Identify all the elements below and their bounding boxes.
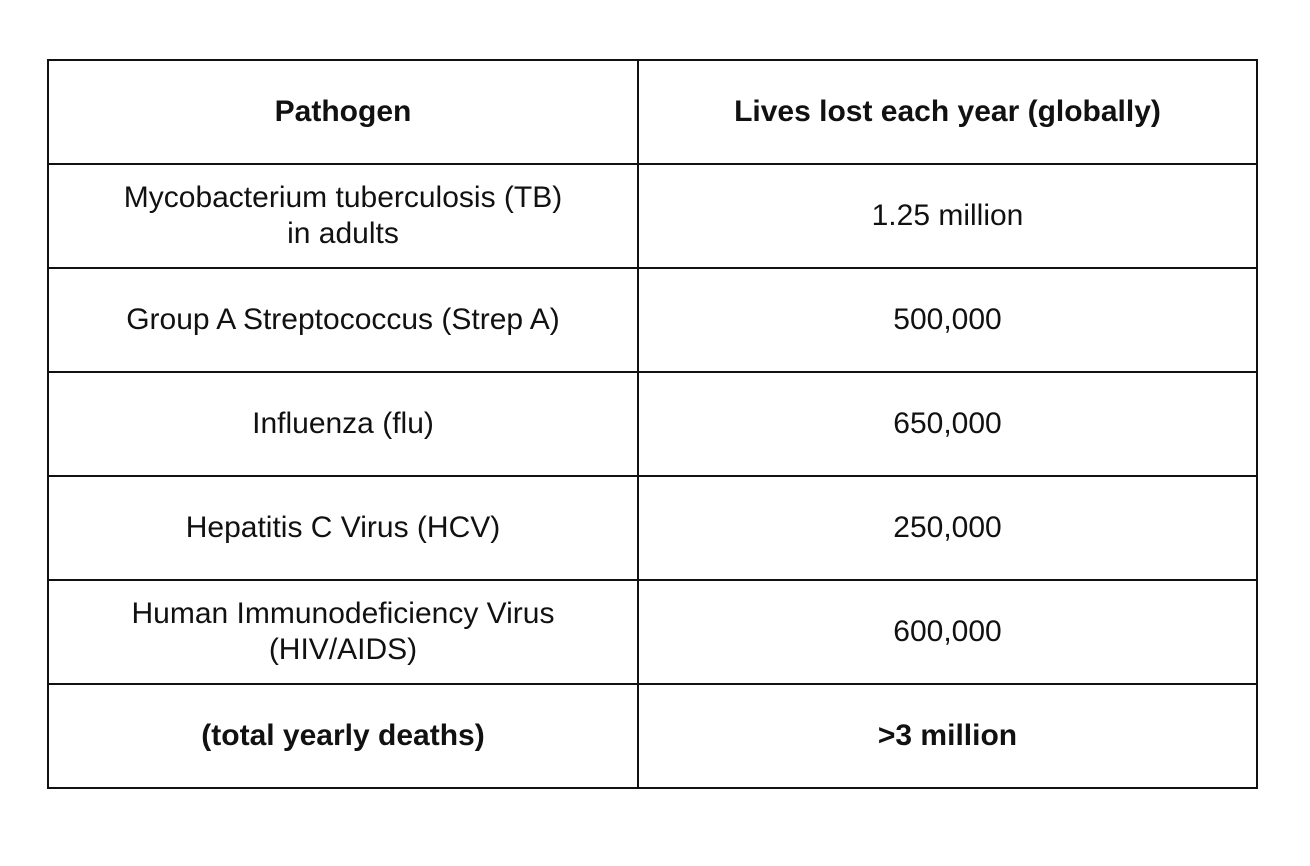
table-row <box>48 164 1257 268</box>
total-row <box>48 684 1257 788</box>
lives-lost-cell: 600,000 <box>638 580 1257 684</box>
header-pathogen: Pathogen <box>48 60 638 164</box>
pathogen-name-line: Mycobacterium tuberculosis (TB) <box>123 181 563 214</box>
pathogen-name-line: in adults <box>287 217 399 250</box>
table-row <box>48 580 1257 684</box>
pathogen-name-line: Influenza (flu) <box>252 407 434 440</box>
table-row <box>48 268 1257 372</box>
lives-lost-cell: 250,000 <box>638 476 1257 580</box>
table-row <box>48 372 1257 476</box>
pathogen-cell <box>48 164 638 268</box>
pathogen-cell <box>48 476 638 580</box>
pathogen-deaths-table <box>47 59 1258 789</box>
pathogen-deaths-table-container <box>47 59 1256 789</box>
total-value-cell: >3 million <box>638 684 1257 788</box>
lives-lost-cell: 1.25 million <box>638 164 1257 268</box>
pathogen-name-line: Group A Streptococcus (Strep A) <box>126 303 560 336</box>
pathogen-name-line: (HIV/AIDS) <box>268 633 418 666</box>
lives-lost-cell: 650,000 <box>638 372 1257 476</box>
pathogen-cell <box>48 580 638 684</box>
table-header-row <box>48 60 1257 164</box>
total-label-cell: (total yearly deaths) <box>48 684 638 788</box>
table-row <box>48 476 1257 580</box>
pathogen-name-line: Human Immunodeficiency Virus <box>131 597 555 630</box>
header-lives-lost: Lives lost each year (globally) <box>638 60 1257 164</box>
pathogen-cell <box>48 268 638 372</box>
lives-lost-cell: 500,000 <box>638 268 1257 372</box>
pathogen-name-line: Hepatitis C Virus (HCV) <box>185 511 501 544</box>
pathogen-cell <box>48 372 638 476</box>
